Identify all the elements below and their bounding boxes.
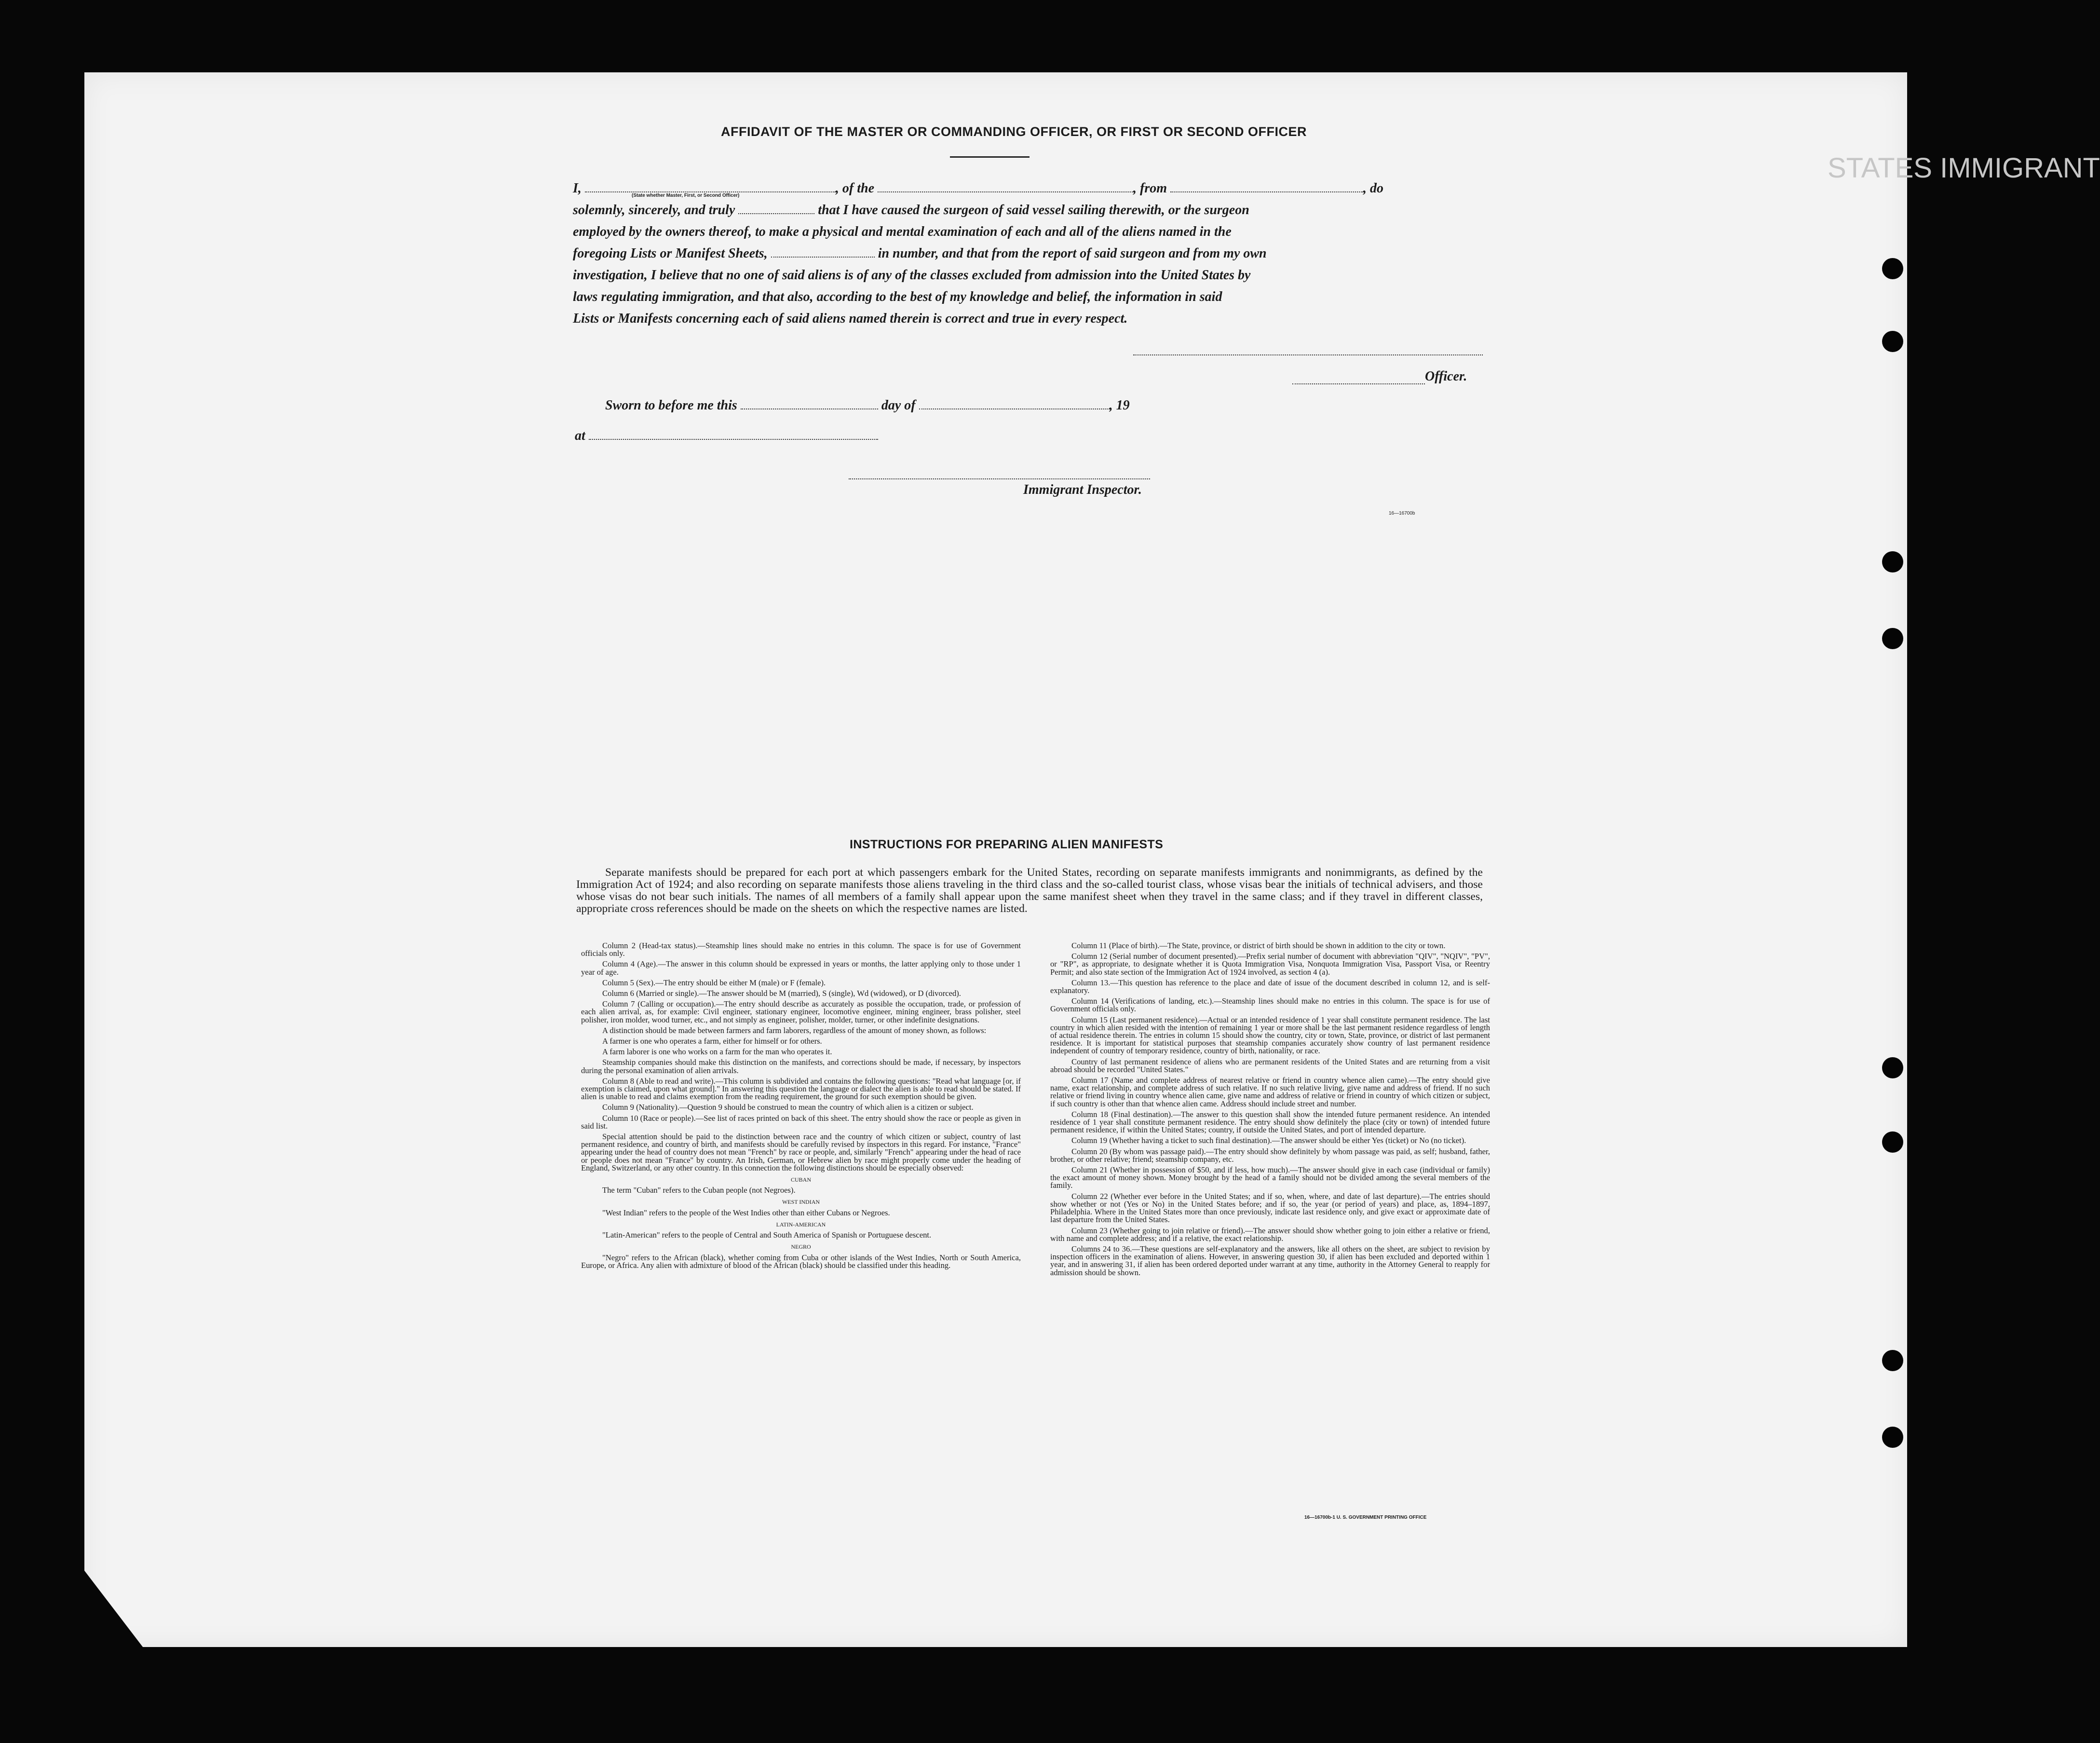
affidavit-i: I, [573,181,582,196]
instructions-intro: Separate manifests should be prepared for each port at which passengers embark for the United States, recording on separate manifests immigrants and nonimmigrants, as defined by the Immigration Act of 1924; and also recording on separate manifests those aliens traveling in the third class and the so-called tourist class, whose visas bear the initials of technical advisers, and those whose visas do not bear such initials. The names of all members of a family shall appear upon the same manifest sheet when they travel in the same class; and if they travel in different classes, appropriate cross references should be made on the sheets on which the respective names are listed. [576,866,1483,915]
instruction-paragraph: Column 5 (Sex).—The entry should be either M (male) or F (female). [602,978,826,987]
cuban-definition: The term "Cuban" refers to the Cuban people (not Negroes). [602,1185,796,1195]
affidavit-line6: laws regulating immigration, and that also, according to the best of my knowledge and belief, the information in said [573,289,1222,304]
sworn-text: Sworn to before me this [605,398,737,413]
latin-american-definition: "Latin-American" refers to the people of Central and South America of Spanish or Portuguese descent. [602,1230,932,1240]
binder-hole [1882,258,1903,279]
instruction-paragraph: A farm laborer is one who works on a farm for the man who operates it. [602,1047,832,1057]
binder-hole [1882,1427,1903,1448]
instruction-paragraph: Column 8 (Able to read and write).—This column is subdivided and contains the following questions: "Read what language [or, if exemption is claimed, upon what ground]." In answering this question the language or dialect the alien is able to read should be stated. If alien is unable to read and claims exemption from the reading requirement, the ground for such exemption should be given. [581,1076,1021,1102]
inspector-label: Immigrant Inspector. [1023,482,1142,497]
instruction-paragraph: Column 7 (Calling or occupation).—The entry should describe as accurately as possible the occupation, trade, or profession of each alien arrival, as, for example: Civil engineer, stationary engineer, locomotive engineer, mining engineer, brass polisher, steel polisher, iron molder, wood turner, etc., and not simply as engineer, polisher, molder, turner, or other indefinite designations. [581,999,1021,1024]
affidavit-line2: that I have caused the surgeon of said vessel sailing therewith, or the surgeon [818,203,1249,218]
instruction-paragraph: Column 23 (Whether going to join relative or friend).—The answer should show whether going to join either a relative or friend, with name and complete address; and if a relative, the exact relationship. [1050,1226,1490,1243]
sworn-line [605,398,1130,413]
vessel-name-field[interactable] [878,181,1133,192]
affidavit-solemnly: solemnly, sincerely, and truly [573,203,735,218]
affirm-field[interactable] [738,203,814,214]
affidavit-of-the: , of the [835,181,875,196]
instruction-paragraph: Column 15 (Last permanent residence).—Actual or an intended residence of 1 year shall constitute permanent residence. The last country in which alien resided with the intention of remaining 1 year or more shall be the last permanent residence regardless of length of actual residence therein. The entries in column 15 should show the country, city or town, State, province, or district of last permanent residence. It is important for statistical purposes that steamship companies accurately show country of last permanent residence independent of country of temporary residence, country of birth, nationality, or race. [1050,1015,1490,1056]
instruction-paragraph: Column 14 (Verifications of landing, etc.).—Steamship lines should make no entries in this column. The space is for use of Government officials only. [1050,996,1490,1014]
west-indian-definition: "West Indian" refers to the people of the West Indies other than either Cubans or Negroes. [602,1208,890,1217]
instruction-paragraph: Column 9 (Nationality).—Question 9 should be construed to mean the country of which alien is a citizen or subject. [602,1103,974,1112]
instruction-paragraph: Special attention should be paid to the distinction between race and the country of which citizen or subject, country of last permanent residence, and country of birth, and manifests should be carefully revised by inspectors in this regard. For instance, "France" appearing under the head of country does not mean "French" by race or people, and, similarly "French" appearing under the head of race or people does not mean "France" by country. An Irish, German, or Hebrew alien by race might properly come under the heading of England, Switzerland, or any other country. In this connection the following distinctions should be especially observed: [581,1132,1021,1172]
binder-hole [1882,551,1903,572]
cuban-heading: CUBAN [790,1176,811,1184]
instruction-paragraph: Column 17 (Name and complete address of nearest relative or friend in country whence alien came).—The entry should give name, exact relationship, and complete address of such relative. If no such relative living, give name and address of friend. If no such relative or friend living in country whence alien came, give name and address of relative or friend in country of which citizen or subject, if such country is other than that whence alien came. Address should include street and number. [1050,1076,1490,1108]
binder-hole [1882,331,1903,352]
instruction-paragraph: Column 2 (Head-tax status).—Steamship lines should make no entries in this column. The space is for use of Government officials only. [581,941,1021,958]
negro-definition: "Negro" refers to the African (black), whether coming from Cuba or other islands of the West Indies, North or South America, Europe, or Africa. Any alien with admixture of blood of the African (black) should be classified under this heading. [581,1253,1021,1270]
instruction-paragraph: Column 11 (Place of birth).—The State, province, or district of birth should be shown in addition to the city or town. [1071,941,1446,950]
instruction-paragraph: Column 21 (Whether in possession of $50, and if less, how much).—The answer should give in each case (individual or family) the exact amount of money shown. Money brought by the head of a family should not be divided among the several members of the family. [1050,1165,1490,1190]
affidavit-line7: Lists or Manifests concerning each of said aliens named therein is correct and true in every respect. [573,311,1128,326]
sworn-day-of: day of [881,398,916,413]
affidavit-from: , from [1133,181,1167,196]
form-number: 16—16700b [1389,511,1415,516]
instruction-paragraph: Column 6 (Married or single).—The answer should be M (married), S (single), Wd (widowed), or D (divorced). [602,989,961,998]
instruction-paragraph: Column 20 (By whom was passage paid).—The entry should show definitely by whom passage was paid, as self; husband, father, brother, or other relative; friend; steamship company, etc. [1050,1146,1490,1164]
instruction-paragraph: Country of last permanent residence of aliens who are permanent residents of the United States and are returning from a visit abroad should be recorded "United States." [1050,1057,1490,1074]
binder-hole [1882,628,1903,649]
folded-corner [82,1567,145,1649]
sworn-day-field[interactable] [741,398,878,409]
affidavit-body [573,177,1479,329]
sworn-year: , 19 [1109,398,1130,413]
sheet-count-field[interactable] [771,246,875,258]
affidavit-line4: in number, and that from the report of said surgeon and from my own [878,246,1267,261]
instructions-left-column [581,942,1021,1272]
title-rule [950,156,1030,158]
officer-signature-line[interactable] [1133,354,1483,355]
sworn-month-field[interactable] [919,398,1110,409]
instruction-paragraph: Columns 24 to 36.—These questions are self-explanatory and the answers, like all others on the sheet, are subject to revision by inspection officers in the examination of aliens. However, in answering question 30, if alien has been excluded and deported within 1 year, and in answering 31, if alien has been ordered deported under warrant at any time, authority in the Attorney General to reapply for admission should be shown. [1050,1244,1490,1277]
officer-title-line[interactable] [1292,382,1425,384]
affidavit-line3: employed by the owners thereof, to make a physical and mental examination of each and all of the aliens named in the [573,224,1232,239]
instruction-paragraph: Column 4 (Age).—The answer in this column should be expressed in years or months, the latter applying only to those under 1 year of age. [581,959,1021,977]
rank-note: (State whether Master, First, or Second Officer) [632,193,740,198]
place-field[interactable] [589,428,878,440]
instruction-paragraph: Column 19 (Whether having a ticket to such final destination).—The answer should be either Yes (ticket) or No (no ticket). [1071,1136,1466,1145]
affidavit-do: , do [1363,181,1384,196]
officer-label: Officer. [1425,369,1467,384]
binder-hole [1882,1350,1903,1371]
inspector-signature-line[interactable] [849,477,1150,479]
instruction-paragraph: Steamship companies should make this distinction on the manifests, and corrections should be made, if necessary, by inspectors during the personal examination of alien arrivals. [581,1058,1021,1075]
officer-rank-field[interactable] [585,181,836,192]
affidavit-title: AFFIDAVIT OF THE MASTER OR COMMANDING OFFICER, OR FIRST OR SECOND OFFICER [721,124,1307,139]
instructions-title: INSTRUCTIONS FOR PREPARING ALIEN MANIFESTS [850,838,1164,851]
binder-hole [1882,1131,1903,1153]
affidavit-foregoing: foregoing Lists or Manifest Sheets, [573,246,768,261]
instruction-paragraph: Column 18 (Final destination).—The answer to this question shall show the intended future permanent residence. An intended residence of 1 year shall constitute permanent residence. The entry should show definitely the place (city or town) of intended future permanent residence, if within the United States; country, if outside the United States, and port of intended departure. [1050,1109,1490,1135]
instruction-paragraph: A farmer is one who operates a farm, either for himself or for others. [602,1036,822,1046]
latin-american-heading: LATIN-AMERICAN [776,1221,826,1228]
instruction-paragraph: Column 10 (Race or people).—See list of races printed on back of this sheet. The entry should show the race or people as given in said list. [581,1113,1021,1130]
bleed-through-heading: STATES IMMIGRANT [1828,152,2100,184]
printing-office-footer: 16—16700b-1 U. S. GOVERNMENT PRINTING OFFICE [1304,1515,1427,1520]
negro-heading: NEGRO [791,1243,811,1251]
binder-hole [1882,1057,1903,1078]
instruction-paragraph: Column 22 (Whether ever before in the United States; and if so, when, where, and date of last departure).—The entries should show whether or not (Yes or No) in the United States before; and if so, the year (or period of years) and place, as, 1894–1897, Philadelphia. Where in the United States more than once previously, indicate last residence only, and give exact or approximate date of last departure from the United States. [1050,1191,1490,1225]
instructions-right-column [1050,942,1490,1280]
instruction-paragraph: Column 12 (Serial number of document presented).—Prefix serial number of document with abbreviation "QIV", "NQIV", "PV", or "RP", as appropriate, to designate whether it is Quota Immigration Visa, Nonquota Immigration Visa, Passport Visa, or Reentry Permit; and also state section of the Immigration Act of 1924 involved, as section 4 (a). [1050,952,1490,977]
instruction-paragraph: A distinction should be made between farmers and farm laborers, regardless of the amount of money shown, as follows: [602,1025,987,1035]
at-label: at [575,428,585,443]
affidavit-line5: investigation, I believe that no one of said aliens is of any of the classes excluded from admission into the United States by [573,268,1251,283]
at-line [575,428,878,444]
west-indian-heading: WEST INDIAN [782,1198,820,1206]
port-from-field[interactable] [1170,181,1363,192]
instruction-paragraph: Column 13.—This question has reference to the place and date of issue of the document described in column 12, and is self-explanatory. [1050,978,1490,995]
